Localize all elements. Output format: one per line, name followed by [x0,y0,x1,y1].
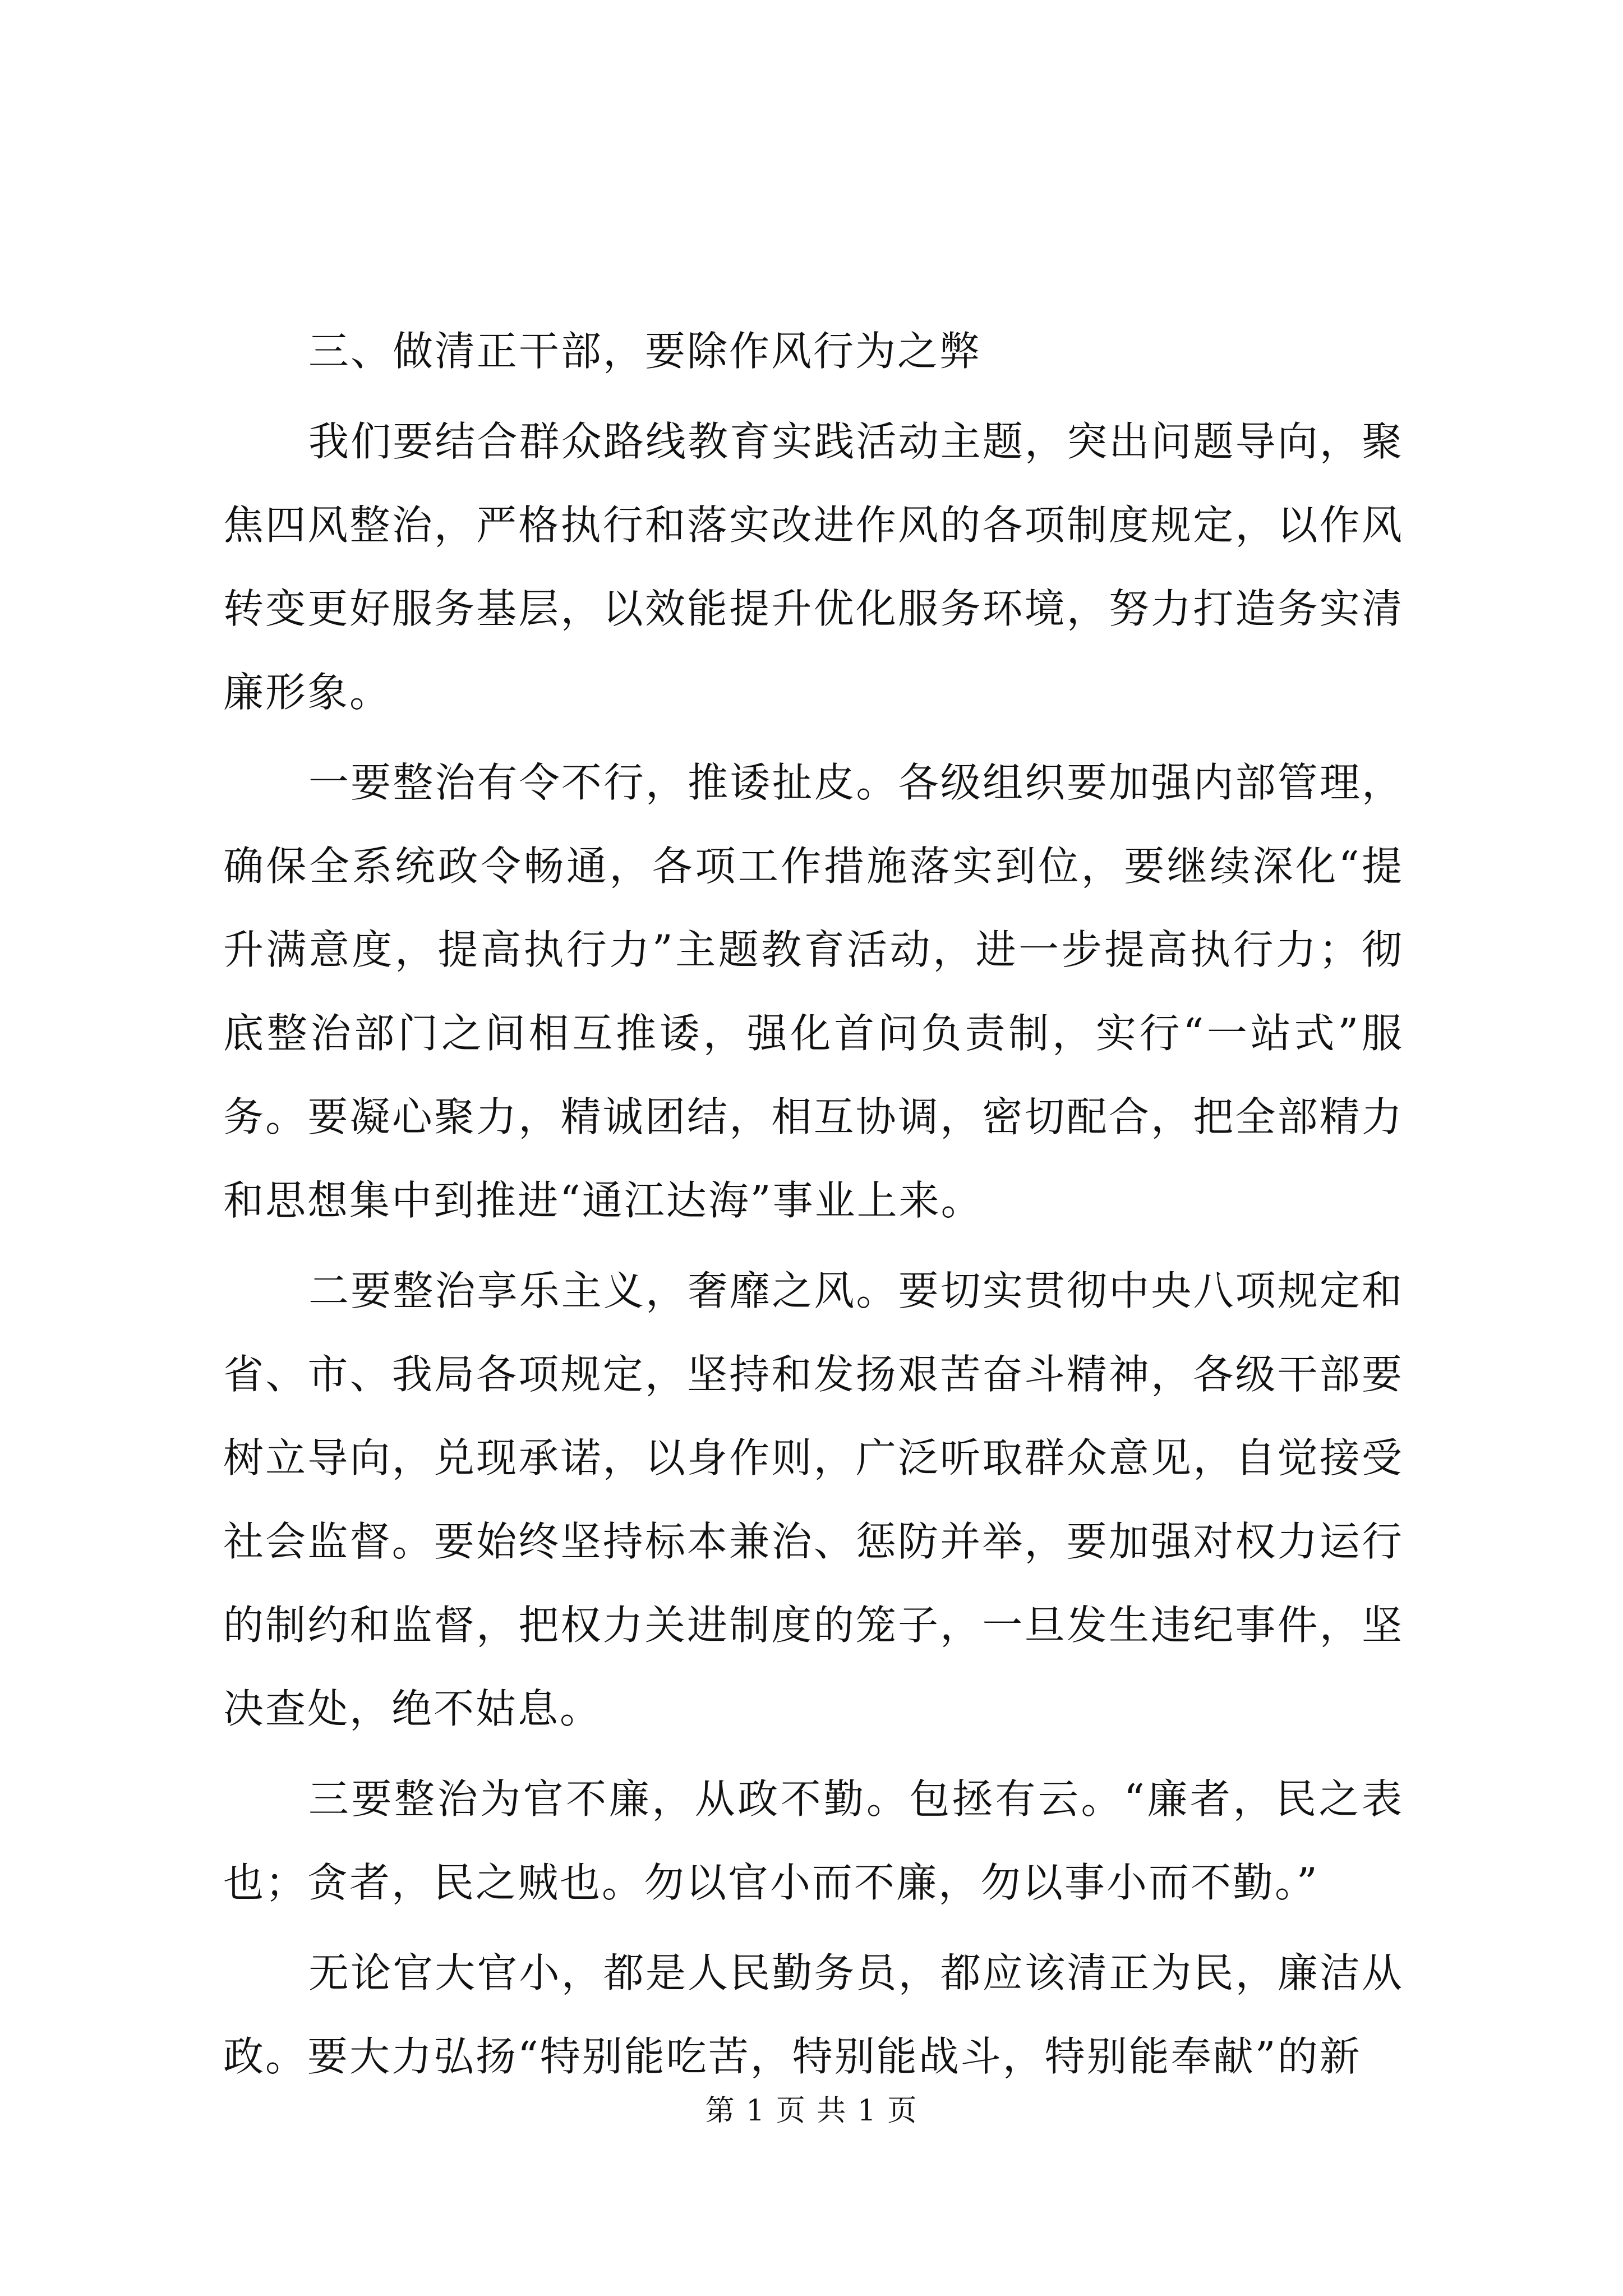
paragraph-three: 三要整治为官不廉，从政不勤。包拯有云。“廉者，民之表也；贪者，民之贼也。勿以官小而不廉，勿以事小而不勤。” [223,1775,1404,1906]
paragraph-two: 二要整治享乐主义，奢靡之风。要切实贯彻中央八项规定和省、市、我局各项规定，坚持和发扬艰苦奋斗精神，各级干部要树立导向，兑现承诺，以身作则，广泛听取群众意见，自觉接受社会监督。要始终坚持标本兼治、惩防并举，要加强对权力运行的制约和监督，把权力关进制度的笼子，一旦发生违纪事件，坚决查处，绝不姑息。 [223,1267,1404,1732]
section-heading: 三、做清正干部，要除作风行为之弊 [308,328,982,375]
paragraph-four: 无论官大官小，都是人民勤务员，都应该清正为民，廉洁从政。要大力弘扬“特别能吃苦，特别能战斗，特别能奉献”的新 [223,1949,1404,2080]
page-footer: 第 1 页 共 1 页 [705,2094,918,2128]
paragraph-one: 一要整治有令不行，推诿扯皮。各级组织要加强内部管理，确保全系统政令畅通，各项工作措施落实到位，要继续深化“提升满意度，提高执行力”主题教育活动，进一步提高执行力；彻底整治部门之间相互推诿，强化首问负责制，实行“一站式”服务。要凝心聚力，精诚团结，相互协调，密切配合，把全部精力和思想集中到推进“通江达海”事业上来。 [223,759,1404,1224]
document-body [223,310,1404,2105]
paragraph-intro: 我们要结合群众路线教育实践活动主题，突出问题导向，聚焦四风整治，严格执行和落实改进作风的各项制度规定，以作风转变更好服务基层，以效能提升优化服务环境，努力打造务实清廉形象。 [223,418,1404,716]
